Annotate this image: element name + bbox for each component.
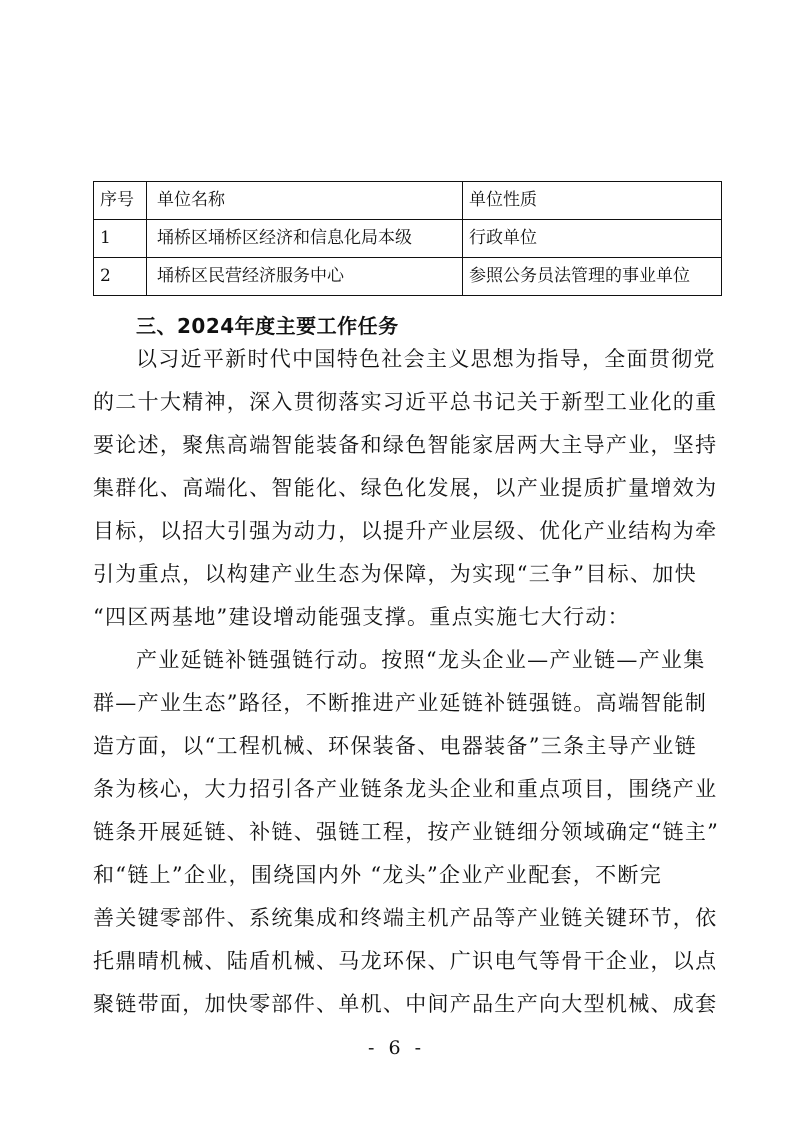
table-cell-index: 2 bbox=[94, 258, 147, 296]
table-header-row bbox=[94, 182, 722, 220]
header-cell-index: 序号 bbox=[94, 182, 147, 220]
table-cell-unit-name: 埇桥区埇桥区经济和信息化局本级 bbox=[147, 220, 463, 258]
paragraph-line: 托鼎晴机械、陆盾机械、马龙环保、广识电气等骨干企业，以点 bbox=[93, 949, 718, 973]
table-cell-unit-name: 埇桥区民营经济服务中心 bbox=[147, 258, 463, 296]
header-cell-unit-name: 单位名称 bbox=[147, 182, 463, 220]
table-row bbox=[94, 220, 722, 258]
page-number: - 6 - bbox=[367, 1037, 425, 1059]
paragraph-line: 链条开展延链、补链、强链工程，按产业链细分领域确定“链主” bbox=[93, 820, 720, 844]
table-cell-unit-nature: 行政单位 bbox=[463, 220, 722, 258]
header-cell-unit-nature: 单位性质 bbox=[463, 182, 722, 220]
paragraph-line: 的二十大精神，深入贯彻落实习近平总书记关于新型工业化的重 bbox=[93, 390, 718, 414]
paragraph-line: 善关键零部件、系统集成和终端主机产品等产业链关键环节，依 bbox=[93, 906, 718, 930]
paragraph-line: 引为重点，以构建产业生态为保障，为实现“三争”目标、加快 bbox=[93, 562, 697, 586]
table-cell-unit-nature: 参照公务员法管理的事业单位 bbox=[463, 258, 722, 296]
paragraph-line: 目标，以招大引强为动力，以提升产业层级、优化产业结构为牵 bbox=[93, 519, 718, 543]
unit-table bbox=[93, 181, 722, 296]
paragraph-line: “四区两基地”建设增动能强支撑。重点实施七大行动： bbox=[93, 605, 630, 629]
table-row bbox=[94, 258, 722, 296]
table-cell-index: 1 bbox=[94, 220, 147, 258]
section-heading: 三、2024年度主要工作任务 bbox=[136, 314, 399, 338]
paragraph-line: 和“链上”企业，围绕国内外 “龙头”企业产业配套，不断完 bbox=[93, 863, 663, 887]
paragraph-line: 以习近平新时代中国特色社会主义思想为指导，全面贯彻党 bbox=[136, 347, 716, 371]
paragraph-line: 产业延链补链强链行动。按照“龙头企业—产业链—产业集 bbox=[136, 648, 706, 672]
paragraph-line: 条为核心，大力招引各产业链条龙头企业和重点项目，围绕产业 bbox=[93, 777, 718, 801]
paragraph-line: 要论述，聚焦高端智能装备和绿色智能家居两大主导产业，坚持 bbox=[93, 433, 718, 457]
paragraph-line: 聚链带面，加快零部件、单机、中间产品生产向大型机械、成套 bbox=[93, 992, 718, 1016]
paragraph-line: 群—产业生态”路径，不断推进产业延链补链强链。高端智能制 bbox=[93, 691, 708, 715]
paragraph-line: 造方面，以“工程机械、环保装备、电器装备”三条主导产业链 bbox=[93, 734, 697, 758]
paragraph-line: 集群化、高端化、智能化、绿色化发展，以产业提质扩量增效为 bbox=[93, 476, 718, 500]
